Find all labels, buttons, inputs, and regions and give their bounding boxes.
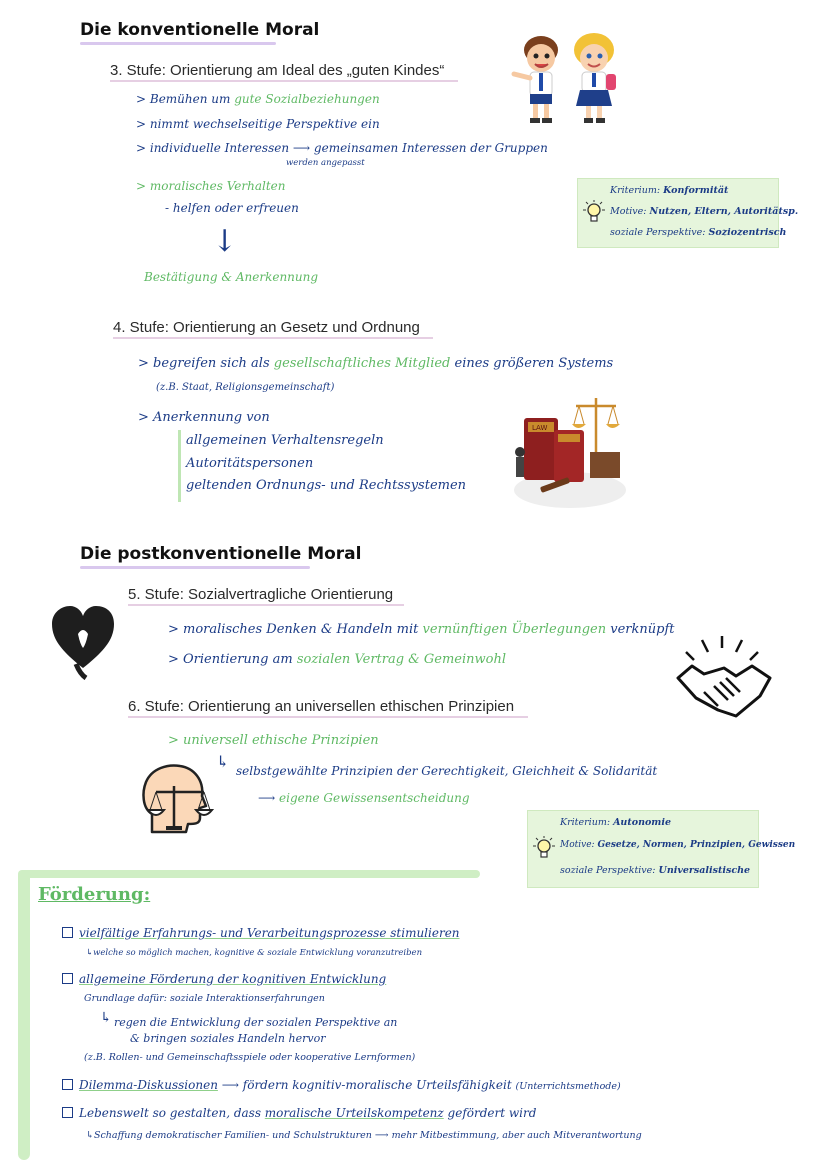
stage6-perspective: soziale Perspektive: Universalistische [560, 865, 751, 876]
children-illustration [508, 28, 628, 128]
stage4-item-2: Autoritätspersonen [186, 456, 314, 471]
stage3-criteria-box [577, 178, 799, 248]
stage5-bullet-1: > moralisches Denken & Handeln mit vernünftigen Überlegungen verknüpft [168, 622, 675, 637]
lightbulb-icon-2 [532, 835, 556, 863]
foerderung-item-2-sub2: regen die Entwicklung der sozialen Perspektive an [114, 1016, 398, 1029]
stage4-bullet-1: > begreifen sich als gesellschaftliches Mitglied eines größeren Systems [138, 356, 614, 371]
stage4-title: 4. Stufe: Orientierung an Gesetz und Ordnung [113, 319, 420, 336]
stage3-result: Bestätigung & Anerkennung [144, 270, 319, 284]
stage3-bullet-4: > moralisches Verhalten [136, 179, 286, 193]
stage4-bullet-2: > Anerkennung von [138, 410, 270, 425]
stage6-title: 6. Stufe: Orientierung an universellen ethischen Prinzipien [128, 698, 515, 715]
law-label: LAW [532, 424, 548, 432]
stage6-bullet-2: selbstgewählte Prinzipien der Gerechtigkeit, Gleichheit & Solidarität [236, 764, 658, 778]
foerderung-item-1: vielfältige Erfahrungs- und Verarbeitungsprozesse stimulieren [62, 926, 460, 940]
checkbox[interactable] [62, 1107, 73, 1118]
foerderung-side-bar [18, 870, 30, 1160]
stage3-motives: Motive: Nutzen, Eltern, Autoritätsp. [610, 206, 799, 217]
stage3-bullet-2: > nimmt wechselseitige Perspektive ein [136, 117, 380, 131]
lightbulb-icon [582, 199, 606, 227]
head-scales-icon [138, 762, 218, 836]
stage6-criterion: Kriterium: Autonomie [560, 817, 672, 828]
stage3-criterion: Kriterium: Konformität [610, 185, 729, 196]
foerderung-item-2-sub3: & bringen soziales Handeln hervor [130, 1032, 326, 1045]
stage6-motives: Motive: Gesetze, Normen, Prinzipien, Gewissen [560, 840, 796, 850]
stage5-bullet-2: > Orientierung am sozialen Vertrag & Gemeinwohl [168, 652, 507, 667]
stage5-underline [128, 604, 404, 606]
checkbox[interactable] [62, 1079, 73, 1090]
stage6-criteria-box [527, 810, 796, 888]
foerderung-item-2-note: (z.B. Rollen- und Gemeinschaftsspiele oder kooperative Lernformen) [84, 1052, 416, 1063]
foerderung-item-2: allgemeine Förderung der kognitiven Entwicklung [62, 972, 386, 986]
stage3-bullet-3-note: werden angepasst [286, 158, 365, 168]
stage3-bullet-3: > individuelle Interessen ⟶ gemeinsamen Interessen der Gruppen [136, 141, 548, 155]
foerderung-title: Förderung: [38, 884, 151, 905]
stage4-bullet-1-note: (z.B. Staat, Religionsgemeinschaft) [156, 382, 335, 393]
foerderung-item-4-note: ↳Schaffung demokratischer Familien- und Schulstrukturen ⟶ mehr Mitbestimmung, aber auch Mitverantwortung [86, 1130, 642, 1141]
foerderung-top-bar [18, 870, 480, 878]
foerderung-hook-arrow: ↳ [100, 1010, 112, 1026]
checkbox[interactable] [62, 973, 73, 984]
stage3-bullet-1: > Bemühen um gute Sozialbeziehungen [136, 92, 380, 106]
foerderung-item-2-sub: Grundlage dafür: soziale Interaktionserfahrungen [84, 993, 325, 1004]
stage6-bullet-1: > universell ethische Prinzipien [168, 733, 379, 748]
stage6-underline [128, 716, 528, 718]
handshake-icon [674, 636, 774, 722]
heart-hands-icon [50, 604, 116, 680]
down-arrow: ↓ [212, 224, 238, 259]
stage3-title: 3. Stufe: Orientierung am Ideal des „guten Kindes“ [110, 62, 445, 79]
foerderung-item-1-note: ↳welche so möglich machen, kognitive & soziale Entwicklung voranzutreiben [86, 948, 423, 958]
title-underline [80, 42, 276, 45]
section-title-conventional: Die konventionelle Moral [80, 20, 320, 40]
stage3-underline [110, 80, 458, 82]
foerderung-item-3: Dilemma-Diskussionen ⟶ fördern kognitiv-moralische Urteilsfähigkeit (Unterrichtsmethode) [62, 1078, 621, 1092]
law-books-scales-illustration [510, 390, 630, 510]
title-underline-2 [80, 566, 310, 569]
stage5-title: 5. Stufe: Sozialvertragliche Orientierung [128, 586, 394, 603]
stage4-item-3: geltenden Ordnungs- und Rechtssystemen [186, 478, 467, 493]
stage4-underline [113, 337, 433, 339]
stage6-bullet-3: ⟶ eigene Gewissensentscheidung [258, 791, 470, 805]
stage3-bullet-4-sub: - helfen oder erfreuen [165, 201, 299, 215]
foerderung-item-4: Lebenswelt so gestalten, dass moralische Urteilskompetenz gefördert wird [62, 1106, 536, 1120]
stage4-green-bar [178, 430, 181, 502]
stage4-item-1: allgemeinen Verhaltensregeln [186, 433, 384, 448]
section-title-postconventional: Die postkonventionelle Moral [80, 544, 362, 564]
checkbox[interactable] [62, 927, 73, 938]
stage6-hook-arrow: ↳ [216, 752, 230, 771]
stage3-perspective: soziale Perspektive: Soziozentrisch [610, 227, 787, 238]
